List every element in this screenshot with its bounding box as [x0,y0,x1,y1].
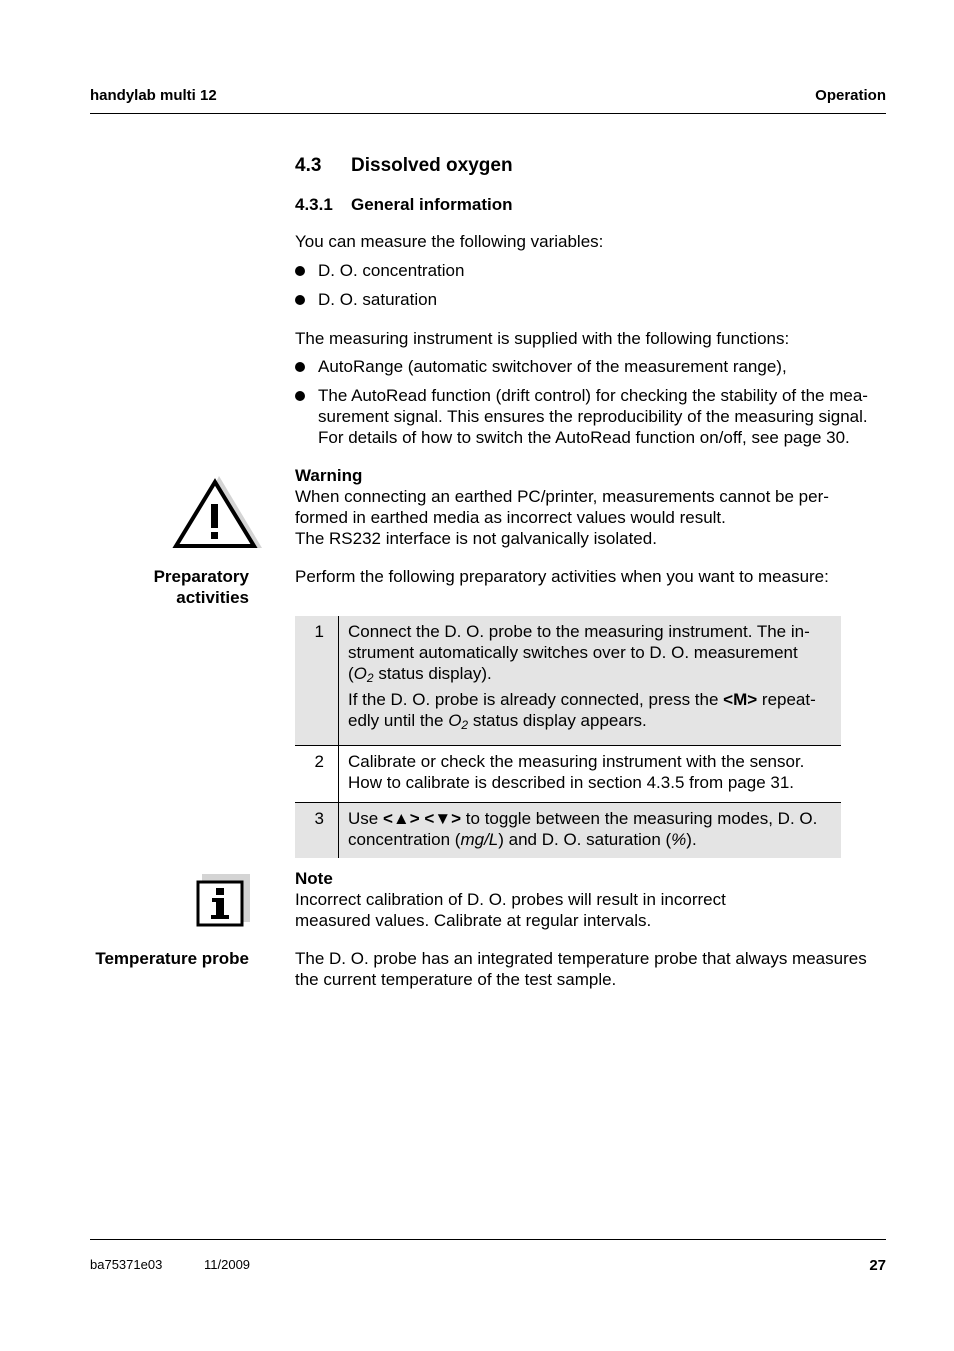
running-header-chapter: Operation [815,87,886,104]
functions-intro: The measuring instrument is supplied with the following functions: [295,329,790,348]
bullet-icon [295,266,305,276]
table-row [295,803,841,859]
note-line: measured values. Calibrate at regular intervals. [295,911,652,930]
note-title: Note [295,869,333,888]
info-icon [196,874,250,928]
warning-line: formed in earthed media as incorrect values would result. [295,508,726,527]
footer-rule [90,1239,886,1240]
step-number: 2 [295,746,339,803]
margin-label-temperature: Temperature probe [95,949,249,968]
footer-date: 11/2009 [204,1257,251,1272]
key-down: <▼> [424,809,462,828]
footer-doc-number: ba75371e03 [90,1257,163,1272]
subsection-number: 4.3.1 [295,195,333,214]
table-row [295,616,841,746]
table-row [295,746,841,803]
temperature-line: The D. O. probe has an integrated temperature probe that always measures [295,949,867,968]
subsection-title: General information [351,195,513,214]
bullet-icon [295,362,305,372]
step-text: Calibrate or check the measuring instrument with the sensor. How to calibrate is described in section 4.3.5 from page 31. [339,746,842,803]
bullet-icon [295,391,305,401]
key-m: <M> [723,690,758,709]
note-line: Incorrect calibration of D. O. probes will result in incorrect [295,890,726,909]
preparatory-text: Perform the following preparatory activities when you want to measure: [295,567,829,586]
page-number: 27 [869,1257,886,1274]
header-rule [90,113,886,114]
intro-text: You can measure the following variables: [295,232,604,251]
step-number: 3 [295,803,339,859]
temperature-line: the current temperature of the test sample. [295,970,617,989]
key-up: <▲> [382,809,420,828]
warning-line: When connecting an earthed PC/printer, measurements cannot be per- [295,487,829,506]
warning-title: Warning [295,466,363,485]
subsection-heading [295,195,513,215]
step-number: 1 [295,616,339,746]
section-heading [295,155,513,177]
step-text: Connect the D. O. probe to the measuring instrument. The in- strument automatically switches over to D. O. measurement ($O_2$ status display). If the D. O. probe is already connected, press the <M> repeat- edly until the $O_2$ status display appears. [339,616,842,746]
warning-line: The RS232 interface is not galvanically isolated. [295,529,657,548]
margin-label-preparatory: Preparatory activities [153,567,249,607]
section-number: 4.3 [295,155,322,176]
step-text: Use <▲> <▼> to toggle between the measuring modes, D. O. concentration (mg/L) and D. O. saturation (%). [339,803,842,859]
section-title: Dissolved oxygen [351,155,513,176]
bullet-icon [295,295,305,305]
running-header-title: handylab multi 12 [90,87,217,104]
warning-triangle-icon [172,472,264,552]
steps-table [295,616,841,858]
